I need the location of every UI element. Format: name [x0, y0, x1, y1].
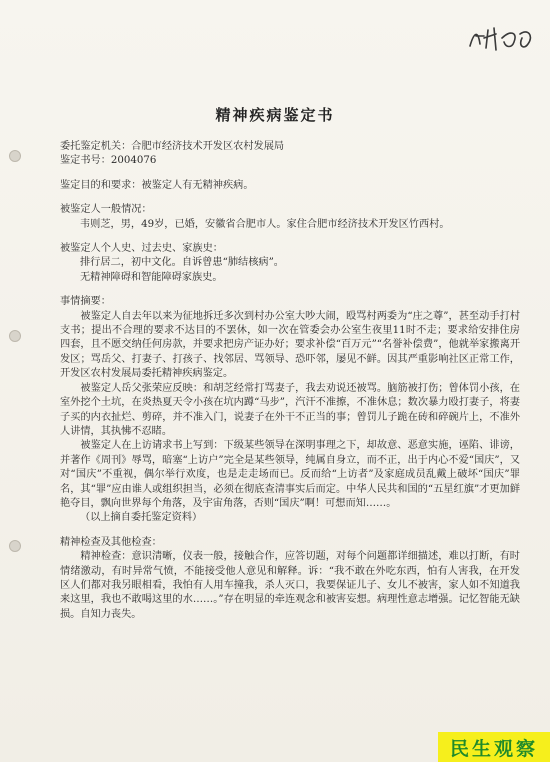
history-section [60, 242, 520, 285]
exam-label: 精神检查及其他检查： [60, 536, 162, 548]
exam-paragraph: 精神检查：意识清晰，仪表一般，接触合作，应答切题，对每个问题都详细描述，难以打断，有时情绪激动，有时异常气愤，不能接受他人意见和解释。诉：“我不敢在外吃东西，怕有人害我，在开发区人们都对我另眼相看，我怕有人用车撞我，杀人灭口，我要保证儿子、女儿不被害，家人如不知道我来这里，我也不敢喝这里的水……。”存在明显的牵连观念和被害妄想。病理性意志增强。记忆智能无缺损。自知力丧失。 [60, 551, 520, 620]
report-number: 鉴定书号：2004076 [60, 155, 157, 167]
facts-paragraph-1: 被鉴定人自去年以来为征地拆迁多次到村办公室大吵大闹，殴骂村两委为“庄之尊”，甚至动手打村支书；提出不合理的要求不达目的不罢休，如一次在管委会办公室生夜里11时不走；要求给安排住房四套，且不愿交纳任何房款，并要求把房产证办好；要求补偿“百万元”“名誉补偿费”，他就举家搬离开发区；骂岳父、打妻子、打孩子、找邻居、骂领导、恐吓邻，屡见不鲜。因其严重影响社区正常工作，开发区农村发展局委托精神疾病鉴定。 [60, 310, 520, 380]
basic-info-label: 被鉴定人一般情况： [60, 204, 152, 216]
client-agency: 委托鉴定机关：合肥市经济技术开发区农村发展局 [60, 141, 285, 152]
history-line-2: 无精神障碍和智能障碍家族史。 [80, 271, 223, 283]
facts-section [60, 295, 520, 526]
basic-info-section [60, 203, 520, 232]
punch-hole [9, 540, 21, 552]
facts-label: 事情摘要： [60, 296, 111, 308]
document-body [60, 140, 520, 622]
watermark-badge: 民生观察 [438, 732, 550, 762]
history-line-1: 排行居二，初中文化。自诉曾患“肺结核病”。 [80, 257, 284, 269]
punch-hole [9, 330, 21, 342]
punch-hole [9, 150, 21, 162]
handwritten-signature [466, 24, 536, 52]
facts-source: （以上摘自委托鉴定资料） [80, 512, 203, 524]
document-title: 精神疾病鉴定书 [215, 106, 335, 124]
exam-section [60, 536, 520, 622]
basic-info-text: 韦则芝，男，49岁，已婚，安徽省合肥市人。家住合肥市经济技术开发区竹西村。 [80, 218, 450, 230]
history-label: 被鉴定人个人史、过去史、家族史： [60, 243, 223, 255]
facts-paragraph-3: 被鉴定人在上访请求书上写到：下级某些领导在深明事理之下，却故意、恶意实施，诬陷、诽谤，并著作《周刊》辱骂，暗塞“上访户”完全是某些领导，纯属自身立，而不正，出于内心不爱“国庆”，又对“国庆”不重视，偶尔举行欢度，也是走走场而已。反而给“上访者”及家庭成员乱戴上破坏“国庆”罪名，其“罪”应由谁人或组织担当，必须在彻底查清事实后而定。中华人民共和国的“五星红旗”才更加鲜艳夺目，飘向世界每个角落，及宇宙角落，否则“国庆”啊！可想而知……。 [60, 440, 520, 509]
facts-paragraph-2: 被鉴定人岳父张荣应反映：和胡芝经常打骂妻子，我去劝说还被骂。脑筋被打伤；曾体罚小孩，在室外挖个土坑，在炎热夏天令小孩在坑内蹲“马步”，汽汗不准擦，不准休息；数次暴力殴打妻子，将妻子买的内衣扯烂、剪碎，并不准入门，说妻子在外干不正当的事；曾罚儿子跪在砖和碎碗片上，不准外人讲情，其执怫不忍睹。 [60, 382, 520, 437]
purpose-line: 鉴定目的和要求：被鉴定人有无精神疾病。 [60, 179, 254, 191]
